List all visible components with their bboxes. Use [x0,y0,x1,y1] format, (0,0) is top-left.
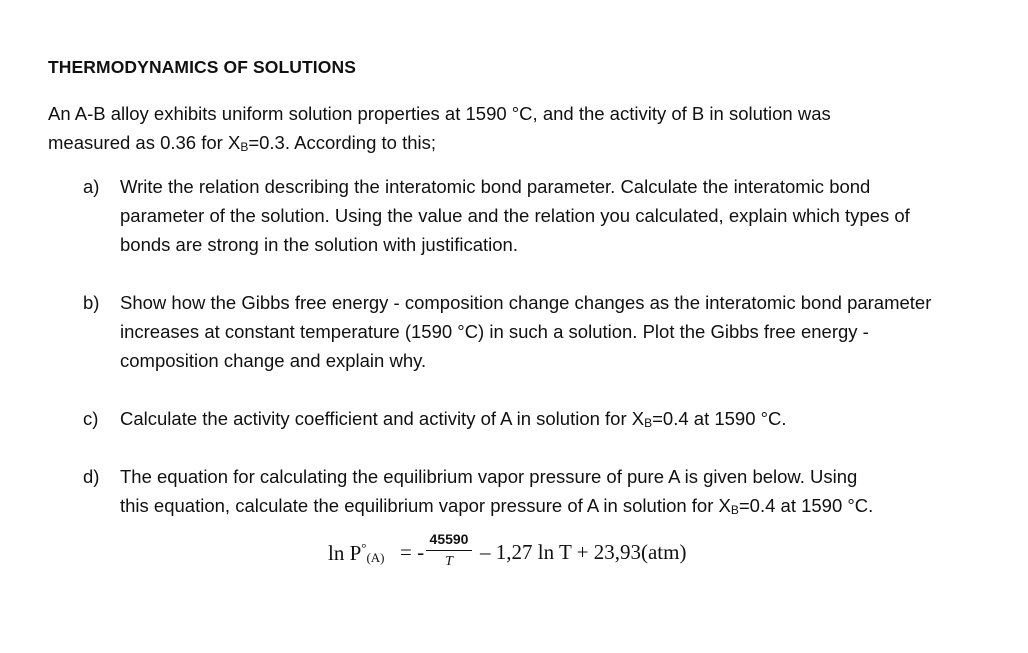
question-c-text-before: Calculate the activity coefficient and activity of A in solution for X [120,408,645,429]
question-b-text: Show how the Gibbs free energy - composition change changes as the interatomic bond parameter increases at constant temperature (1590 °C) in such a solution. Plot the Gibbs free energy - composition change and explain why. [120,292,932,371]
equation-numerator: 45590 [429,531,469,547]
question-c [83,404,953,438]
equation-fraction [426,531,472,570]
equation-rhs: – 1,27 ln T + 23,93(atm) [480,540,687,564]
fraction-bar [426,550,472,551]
question-d-text-before: this equation, calculate the equilibrium vapor pressure of A in solution for X [120,495,731,516]
question-d-subscript: B [730,503,739,517]
question-d-line-1: The equation for calculating the equilibrium vapor pressure of pure A is given below. Using [120,466,858,487]
intro-line-1: An A-B alloy exhibits uniform solution properties at 1590 °C, and the activity of B in solution was [48,103,831,124]
equation-lhs [328,540,385,566]
question-c-letter: c) [83,408,99,429]
intro-line-2b: =0.3. According to this; [248,132,437,153]
question-b [83,288,953,375]
question-c-subscript: B [644,416,653,430]
question-d-letter: d) [83,466,100,487]
equation-denominator: T [445,554,453,569]
document-title: THERMODYNAMICS OF SOLUTIONS [48,57,356,77]
question-d [83,462,953,525]
intro-line-2a: measured as 0.36 for X [48,132,241,153]
equation-lhs-sub: (A) [366,550,385,565]
intro-paragraph [48,99,948,162]
equation-equals: = - [400,540,425,564]
question-b-letter: b) [83,292,100,313]
question-a-letter: a) [83,176,100,197]
intro-subscript: B [240,140,249,154]
question-d-text-after: =0.4 at 1590 °C. [738,495,874,516]
question-c-text-after: =0.4 at 1590 °C. [652,408,787,429]
question-c-text [120,404,953,438]
question-a [83,172,953,259]
equation-degree-sup: ° [361,540,367,555]
equation-lhs-text: ln P [328,541,362,565]
question-a-text: Write the relation describing the interatomic bond parameter. Calculate the interatomic bond parameter of the solution. Using the value and the relation you calculated, explain which types of bonds are strong in the solution with justification. [120,176,910,255]
question-d-text [120,462,953,525]
